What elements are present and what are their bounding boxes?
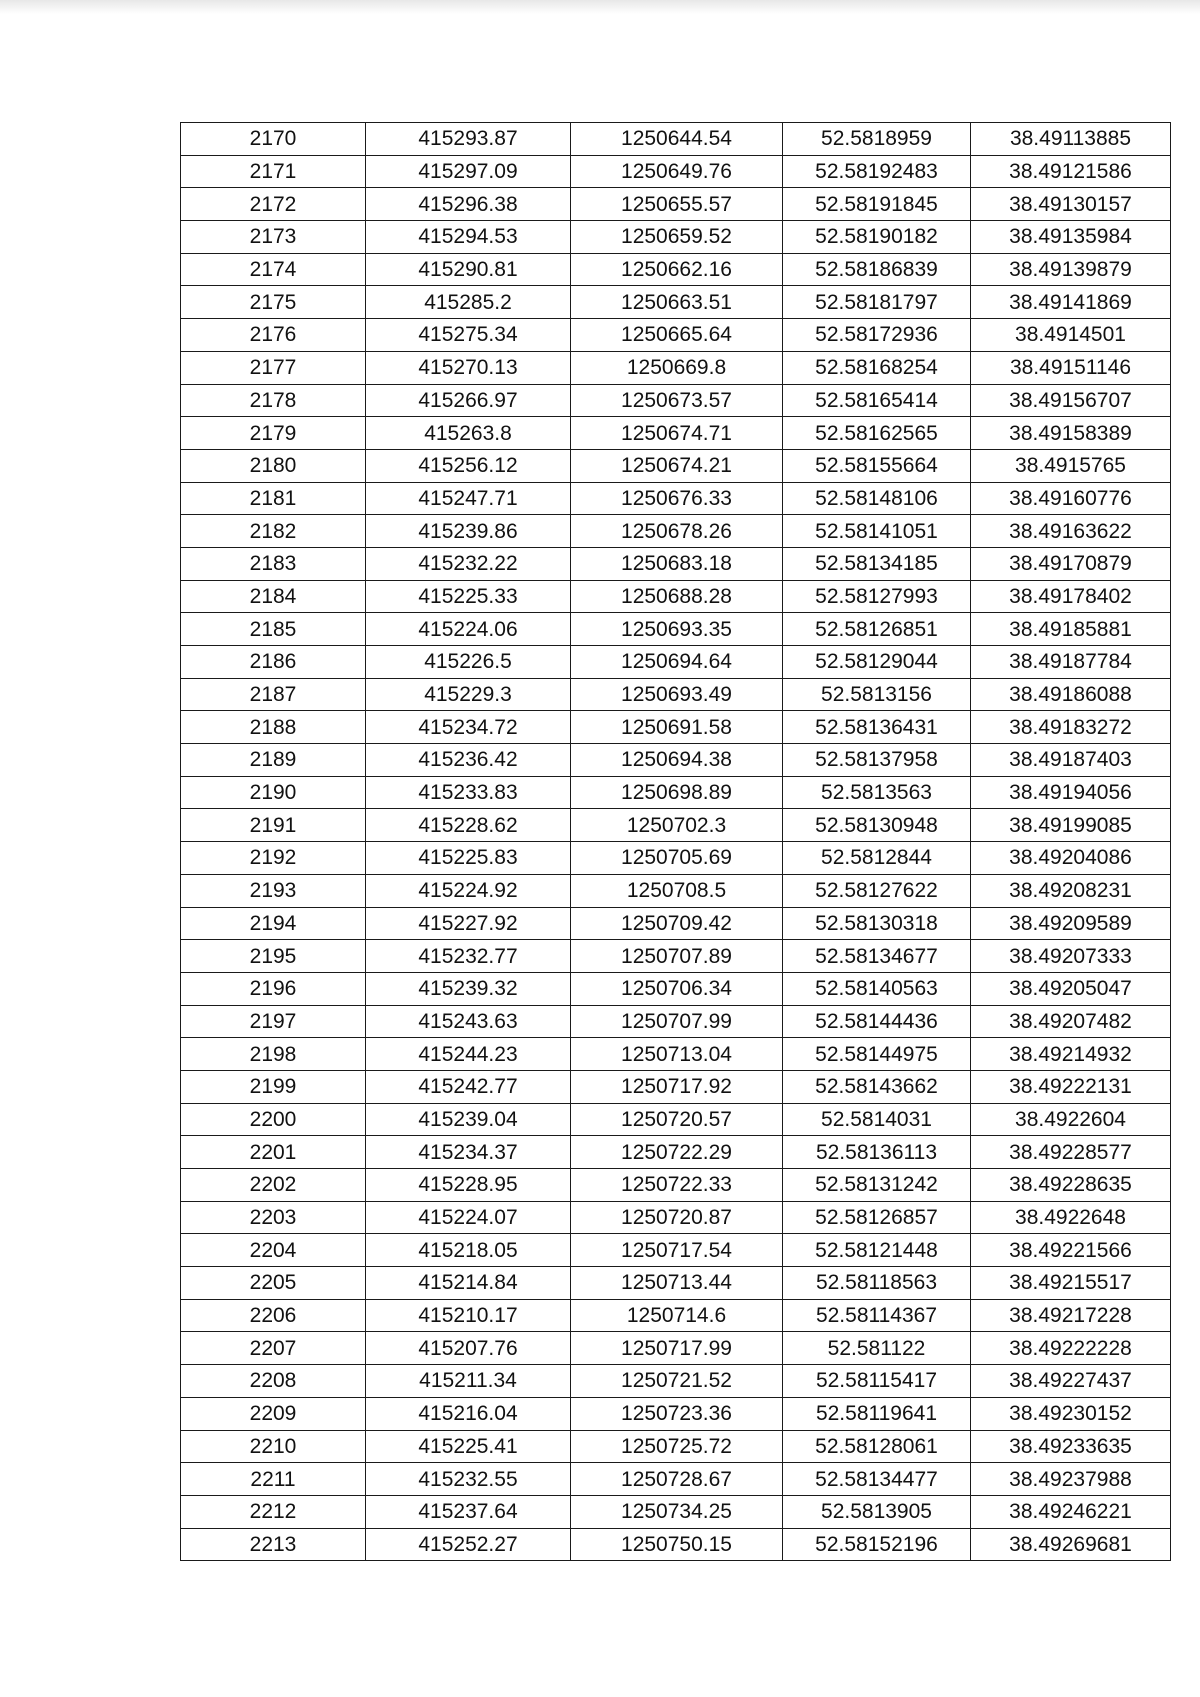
table-row	[181, 1495, 1171, 1528]
longitude-cell: 52.58134477	[783, 1463, 971, 1496]
y-coordinate-cell: 1250707.99	[571, 1005, 783, 1038]
point-number-cell: 2194	[181, 907, 366, 940]
table-row	[181, 1234, 1171, 1267]
x-coordinate-cell: 415224.06	[366, 613, 571, 646]
coordinate-table-wrapper	[180, 122, 1170, 1561]
point-number-cell: 2190	[181, 776, 366, 809]
table-row	[181, 711, 1171, 744]
longitude-cell: 52.58126851	[783, 613, 971, 646]
point-number-cell: 2172	[181, 188, 366, 221]
latitude-cell: 38.49222228	[971, 1332, 1171, 1365]
table-row	[181, 1038, 1171, 1071]
x-coordinate-cell: 415294.53	[366, 221, 571, 254]
table-row	[181, 253, 1171, 286]
longitude-cell: 52.58192483	[783, 155, 971, 188]
x-coordinate-cell: 415256.12	[366, 449, 571, 482]
table-row	[181, 1070, 1171, 1103]
y-coordinate-cell: 1250694.64	[571, 646, 783, 679]
point-number-cell: 2200	[181, 1103, 366, 1136]
longitude-cell: 52.58144436	[783, 1005, 971, 1038]
table-row	[181, 449, 1171, 482]
y-coordinate-cell: 1250725.72	[571, 1430, 783, 1463]
y-coordinate-cell: 1250720.87	[571, 1201, 783, 1234]
latitude-cell: 38.49246221	[971, 1495, 1171, 1528]
y-coordinate-cell: 1250688.28	[571, 580, 783, 613]
x-coordinate-cell: 415210.17	[366, 1299, 571, 1332]
longitude-cell: 52.58129044	[783, 646, 971, 679]
point-number-cell: 2189	[181, 744, 366, 777]
longitude-cell: 52.58191845	[783, 188, 971, 221]
latitude-cell: 38.49208231	[971, 874, 1171, 907]
table-row	[181, 1201, 1171, 1234]
latitude-cell: 38.49207482	[971, 1005, 1171, 1038]
longitude-cell: 52.581122	[783, 1332, 971, 1365]
y-coordinate-cell: 1250659.52	[571, 221, 783, 254]
y-coordinate-cell: 1250663.51	[571, 286, 783, 319]
latitude-cell: 38.49217228	[971, 1299, 1171, 1332]
point-number-cell: 2206	[181, 1299, 366, 1332]
table-row	[181, 1299, 1171, 1332]
x-coordinate-cell: 415229.3	[366, 678, 571, 711]
point-number-cell: 2187	[181, 678, 366, 711]
latitude-cell: 38.49187784	[971, 646, 1171, 679]
table-row	[181, 1430, 1171, 1463]
y-coordinate-cell: 1250708.5	[571, 874, 783, 907]
longitude-cell: 52.58134185	[783, 547, 971, 580]
x-coordinate-cell: 415263.8	[366, 417, 571, 450]
y-coordinate-cell: 1250722.33	[571, 1169, 783, 1202]
latitude-cell: 38.49187403	[971, 744, 1171, 777]
point-number-cell: 2180	[181, 449, 366, 482]
table-row	[181, 1463, 1171, 1496]
x-coordinate-cell: 415232.22	[366, 547, 571, 580]
y-coordinate-cell: 1250674.71	[571, 417, 783, 450]
latitude-cell: 38.49113885	[971, 123, 1171, 156]
point-number-cell: 2170	[181, 123, 366, 156]
x-coordinate-cell: 415211.34	[366, 1365, 571, 1398]
x-coordinate-cell: 415226.5	[366, 646, 571, 679]
point-number-cell: 2173	[181, 221, 366, 254]
x-coordinate-cell: 415252.27	[366, 1528, 571, 1561]
x-coordinate-cell: 415225.33	[366, 580, 571, 613]
latitude-cell: 38.49233635	[971, 1430, 1171, 1463]
x-coordinate-cell: 415236.42	[366, 744, 571, 777]
latitude-cell: 38.49230152	[971, 1397, 1171, 1430]
point-number-cell: 2174	[181, 253, 366, 286]
y-coordinate-cell: 1250691.58	[571, 711, 783, 744]
longitude-cell: 52.58131242	[783, 1169, 971, 1202]
table-row	[181, 155, 1171, 188]
table-row	[181, 482, 1171, 515]
table-row	[181, 1528, 1171, 1561]
table-row	[181, 1267, 1171, 1300]
table-row	[181, 1103, 1171, 1136]
longitude-cell: 52.58118563	[783, 1267, 971, 1300]
latitude-cell: 38.49215517	[971, 1267, 1171, 1300]
latitude-cell: 38.49228577	[971, 1136, 1171, 1169]
latitude-cell: 38.49178402	[971, 580, 1171, 613]
y-coordinate-cell: 1250655.57	[571, 188, 783, 221]
latitude-cell: 38.4915765	[971, 449, 1171, 482]
point-number-cell: 2188	[181, 711, 366, 744]
point-number-cell: 2181	[181, 482, 366, 515]
point-number-cell: 2183	[181, 547, 366, 580]
longitude-cell: 52.58130948	[783, 809, 971, 842]
longitude-cell: 52.58127993	[783, 580, 971, 613]
y-coordinate-cell: 1250693.35	[571, 613, 783, 646]
latitude-cell: 38.49121586	[971, 155, 1171, 188]
point-number-cell: 2176	[181, 319, 366, 352]
x-coordinate-cell: 415224.92	[366, 874, 571, 907]
table-row	[181, 1136, 1171, 1169]
table-row	[181, 1332, 1171, 1365]
x-coordinate-cell: 415293.87	[366, 123, 571, 156]
longitude-cell: 52.58143662	[783, 1070, 971, 1103]
table-row	[181, 384, 1171, 417]
point-number-cell: 2211	[181, 1463, 366, 1496]
x-coordinate-cell: 415228.62	[366, 809, 571, 842]
latitude-cell: 38.49139879	[971, 253, 1171, 286]
latitude-cell: 38.49156707	[971, 384, 1171, 417]
y-coordinate-cell: 1250709.42	[571, 907, 783, 940]
y-coordinate-cell: 1250721.52	[571, 1365, 783, 1398]
x-coordinate-cell: 415242.77	[366, 1070, 571, 1103]
longitude-cell: 52.58128061	[783, 1430, 971, 1463]
point-number-cell: 2202	[181, 1169, 366, 1202]
table-row	[181, 1005, 1171, 1038]
longitude-cell: 52.58148106	[783, 482, 971, 515]
y-coordinate-cell: 1250694.38	[571, 744, 783, 777]
x-coordinate-cell: 415239.32	[366, 972, 571, 1005]
table-row	[181, 547, 1171, 580]
longitude-cell: 52.5813905	[783, 1495, 971, 1528]
longitude-cell: 52.58168254	[783, 351, 971, 384]
longitude-cell: 52.58127622	[783, 874, 971, 907]
latitude-cell: 38.49205047	[971, 972, 1171, 1005]
point-number-cell: 2205	[181, 1267, 366, 1300]
point-number-cell: 2212	[181, 1495, 366, 1528]
point-number-cell: 2210	[181, 1430, 366, 1463]
table-row	[181, 515, 1171, 548]
y-coordinate-cell: 1250673.57	[571, 384, 783, 417]
table-row	[181, 972, 1171, 1005]
latitude-cell: 38.49207333	[971, 940, 1171, 973]
x-coordinate-cell: 415266.97	[366, 384, 571, 417]
latitude-cell: 38.49227437	[971, 1365, 1171, 1398]
longitude-cell: 52.58186839	[783, 253, 971, 286]
x-coordinate-cell: 415243.63	[366, 1005, 571, 1038]
latitude-cell: 38.49163622	[971, 515, 1171, 548]
longitude-cell: 52.5818959	[783, 123, 971, 156]
point-number-cell: 2201	[181, 1136, 366, 1169]
table-row	[181, 809, 1171, 842]
y-coordinate-cell: 1250698.89	[571, 776, 783, 809]
y-coordinate-cell: 1250649.76	[571, 155, 783, 188]
point-number-cell: 2204	[181, 1234, 366, 1267]
longitude-cell: 52.58155664	[783, 449, 971, 482]
latitude-cell: 38.49141869	[971, 286, 1171, 319]
y-coordinate-cell: 1250669.8	[571, 351, 783, 384]
y-coordinate-cell: 1250676.33	[571, 482, 783, 515]
point-number-cell: 2182	[181, 515, 366, 548]
point-number-cell: 2195	[181, 940, 366, 973]
latitude-cell: 38.4922604	[971, 1103, 1171, 1136]
table-row	[181, 776, 1171, 809]
x-coordinate-cell: 415224.07	[366, 1201, 571, 1234]
latitude-cell: 38.49221566	[971, 1234, 1171, 1267]
table-row	[181, 351, 1171, 384]
x-coordinate-cell: 415228.95	[366, 1169, 571, 1202]
longitude-cell: 52.58126857	[783, 1201, 971, 1234]
longitude-cell: 52.58119641	[783, 1397, 971, 1430]
latitude-cell: 38.49269681	[971, 1528, 1171, 1561]
latitude-cell: 38.4922648	[971, 1201, 1171, 1234]
point-number-cell: 2197	[181, 1005, 366, 1038]
point-number-cell: 2175	[181, 286, 366, 319]
longitude-cell: 52.58144975	[783, 1038, 971, 1071]
point-number-cell: 2185	[181, 613, 366, 646]
x-coordinate-cell: 415216.04	[366, 1397, 571, 1430]
x-coordinate-cell: 415232.55	[366, 1463, 571, 1496]
latitude-cell: 38.49185881	[971, 613, 1171, 646]
x-coordinate-cell: 415232.77	[366, 940, 571, 973]
x-coordinate-cell: 415207.76	[366, 1332, 571, 1365]
latitude-cell: 38.49160776	[971, 482, 1171, 515]
latitude-cell: 38.49151146	[971, 351, 1171, 384]
x-coordinate-cell: 415296.38	[366, 188, 571, 221]
y-coordinate-cell: 1250717.99	[571, 1332, 783, 1365]
longitude-cell: 52.58137958	[783, 744, 971, 777]
y-coordinate-cell: 1250713.04	[571, 1038, 783, 1071]
x-coordinate-cell: 415270.13	[366, 351, 571, 384]
table-row	[181, 188, 1171, 221]
y-coordinate-cell: 1250702.3	[571, 809, 783, 842]
y-coordinate-cell: 1250720.57	[571, 1103, 783, 1136]
latitude-cell: 38.49228635	[971, 1169, 1171, 1202]
latitude-cell: 38.49130157	[971, 188, 1171, 221]
y-coordinate-cell: 1250728.67	[571, 1463, 783, 1496]
longitude-cell: 52.5813156	[783, 678, 971, 711]
point-number-cell: 2193	[181, 874, 366, 907]
point-number-cell: 2199	[181, 1070, 366, 1103]
latitude-cell: 38.49199085	[971, 809, 1171, 842]
y-coordinate-cell: 1250678.26	[571, 515, 783, 548]
table-row	[181, 613, 1171, 646]
y-coordinate-cell: 1250722.29	[571, 1136, 783, 1169]
y-coordinate-cell: 1250662.16	[571, 253, 783, 286]
latitude-cell: 38.49183272	[971, 711, 1171, 744]
latitude-cell: 38.49209589	[971, 907, 1171, 940]
latitude-cell: 38.49186088	[971, 678, 1171, 711]
y-coordinate-cell: 1250723.36	[571, 1397, 783, 1430]
longitude-cell: 52.58152196	[783, 1528, 971, 1561]
longitude-cell: 52.58121448	[783, 1234, 971, 1267]
table-row	[181, 646, 1171, 679]
point-number-cell: 2178	[181, 384, 366, 417]
longitude-cell: 52.5813563	[783, 776, 971, 809]
y-coordinate-cell: 1250706.34	[571, 972, 783, 1005]
table-row	[181, 940, 1171, 973]
longitude-cell: 52.5812844	[783, 842, 971, 875]
point-number-cell: 2213	[181, 1528, 366, 1561]
x-coordinate-cell: 415225.83	[366, 842, 571, 875]
x-coordinate-cell: 415244.23	[366, 1038, 571, 1071]
longitude-cell: 52.58136431	[783, 711, 971, 744]
scan-edge	[0, 0, 1200, 14]
y-coordinate-cell: 1250674.21	[571, 449, 783, 482]
latitude-cell: 38.49135984	[971, 221, 1171, 254]
point-number-cell: 2192	[181, 842, 366, 875]
y-coordinate-cell: 1250734.25	[571, 1495, 783, 1528]
latitude-cell: 38.49194056	[971, 776, 1171, 809]
table-row	[181, 580, 1171, 613]
longitude-cell: 52.58130318	[783, 907, 971, 940]
point-number-cell: 2186	[181, 646, 366, 679]
longitude-cell: 52.58165414	[783, 384, 971, 417]
table-row	[181, 874, 1171, 907]
point-number-cell: 2177	[181, 351, 366, 384]
latitude-cell: 38.49237988	[971, 1463, 1171, 1496]
latitude-cell: 38.49204086	[971, 842, 1171, 875]
x-coordinate-cell: 415290.81	[366, 253, 571, 286]
x-coordinate-cell: 415227.92	[366, 907, 571, 940]
longitude-cell: 52.58172936	[783, 319, 971, 352]
longitude-cell: 52.58136113	[783, 1136, 971, 1169]
table-row	[181, 1169, 1171, 1202]
x-coordinate-cell: 415237.64	[366, 1495, 571, 1528]
table-row	[181, 286, 1171, 319]
latitude-cell: 38.49158389	[971, 417, 1171, 450]
point-number-cell: 2208	[181, 1365, 366, 1398]
x-coordinate-cell: 415225.41	[366, 1430, 571, 1463]
point-number-cell: 2207	[181, 1332, 366, 1365]
longitude-cell: 52.5814031	[783, 1103, 971, 1136]
y-coordinate-cell: 1250683.18	[571, 547, 783, 580]
latitude-cell: 38.49170879	[971, 547, 1171, 580]
point-number-cell: 2179	[181, 417, 366, 450]
table-row	[181, 678, 1171, 711]
table-row	[181, 123, 1171, 156]
table-row	[181, 1397, 1171, 1430]
x-coordinate-cell: 415297.09	[366, 155, 571, 188]
point-number-cell: 2191	[181, 809, 366, 842]
latitude-cell: 38.49214932	[971, 1038, 1171, 1071]
table-row	[181, 221, 1171, 254]
x-coordinate-cell: 415239.86	[366, 515, 571, 548]
table-row	[181, 1365, 1171, 1398]
table-row	[181, 842, 1171, 875]
point-number-cell: 2196	[181, 972, 366, 1005]
x-coordinate-cell: 415218.05	[366, 1234, 571, 1267]
y-coordinate-cell: 1250693.49	[571, 678, 783, 711]
y-coordinate-cell: 1250717.92	[571, 1070, 783, 1103]
longitude-cell: 52.58115417	[783, 1365, 971, 1398]
point-number-cell: 2184	[181, 580, 366, 613]
longitude-cell: 52.58140563	[783, 972, 971, 1005]
y-coordinate-cell: 1250717.54	[571, 1234, 783, 1267]
y-coordinate-cell: 1250713.44	[571, 1267, 783, 1300]
longitude-cell: 52.58141051	[783, 515, 971, 548]
x-coordinate-cell: 415234.72	[366, 711, 571, 744]
coordinate-table-body	[181, 123, 1171, 1561]
longitude-cell: 52.58114367	[783, 1299, 971, 1332]
y-coordinate-cell: 1250714.6	[571, 1299, 783, 1332]
y-coordinate-cell: 1250705.69	[571, 842, 783, 875]
coordinate-table	[180, 122, 1171, 1561]
x-coordinate-cell: 415239.04	[366, 1103, 571, 1136]
longitude-cell: 52.58134677	[783, 940, 971, 973]
y-coordinate-cell: 1250750.15	[571, 1528, 783, 1561]
table-row	[181, 319, 1171, 352]
point-number-cell: 2171	[181, 155, 366, 188]
table-row	[181, 417, 1171, 450]
latitude-cell: 38.4914501	[971, 319, 1171, 352]
table-row	[181, 744, 1171, 777]
longitude-cell: 52.58181797	[783, 286, 971, 319]
point-number-cell: 2203	[181, 1201, 366, 1234]
x-coordinate-cell: 415285.2	[366, 286, 571, 319]
point-number-cell: 2198	[181, 1038, 366, 1071]
x-coordinate-cell: 415275.34	[366, 319, 571, 352]
x-coordinate-cell: 415214.84	[366, 1267, 571, 1300]
x-coordinate-cell: 415234.37	[366, 1136, 571, 1169]
table-row	[181, 907, 1171, 940]
y-coordinate-cell: 1250665.64	[571, 319, 783, 352]
longitude-cell: 52.58162565	[783, 417, 971, 450]
point-number-cell: 2209	[181, 1397, 366, 1430]
y-coordinate-cell: 1250707.89	[571, 940, 783, 973]
latitude-cell: 38.49222131	[971, 1070, 1171, 1103]
x-coordinate-cell: 415247.71	[366, 482, 571, 515]
x-coordinate-cell: 415233.83	[366, 776, 571, 809]
longitude-cell: 52.58190182	[783, 221, 971, 254]
y-coordinate-cell: 1250644.54	[571, 123, 783, 156]
